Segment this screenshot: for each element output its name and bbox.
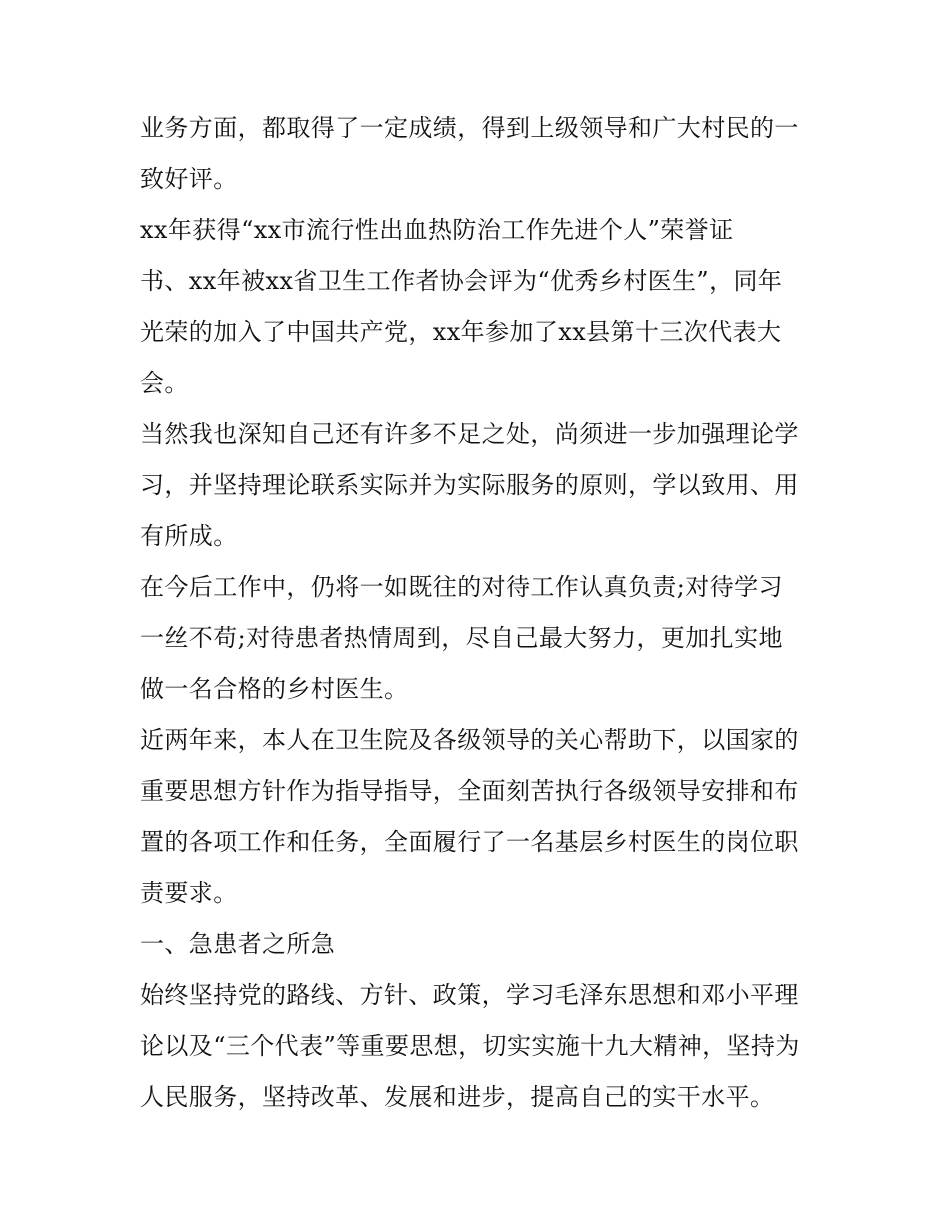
text-line: 在今后工作中，仍将一如既往的对待工作认真负责;对待学习: [140, 573, 783, 601]
text-line: 业务方面，都取得了一定成绩，得到上级领导和广大村民的一: [140, 114, 799, 142]
section-heading: 一、急患者之所急: [140, 930, 336, 958]
text-line: 责要求。: [140, 879, 238, 907]
text-line: 有所成。: [140, 522, 238, 550]
text-line: 做一名合格的乡村医生。: [140, 675, 409, 703]
text-line: 书、xx年被xx省卫生工作者协会评为“优秀乡村医生”，同年: [140, 267, 783, 295]
text-line: 近两年来，本人在卫生院及各级领导的关心帮助下，以国家的: [140, 726, 799, 754]
text-line: 光荣的加入了中国共产党，xx年参加了xx县第十三次代表大: [140, 318, 782, 346]
text-line: 置的各项工作和任务，全面履行了一名基层乡村医生的岗位职: [140, 828, 799, 856]
text-line: 致好评。: [140, 165, 238, 193]
text-line: 一丝不苟;对待患者热情周到，尽自己最大努力，更加扎实地: [140, 624, 783, 652]
text-line: 会。: [140, 369, 189, 397]
text-line: 当然我也深知自己还有许多不足之处，尚须进一步加强理论学: [140, 420, 799, 448]
text-line: 始终坚持党的路线、方针、政策，学习毛泽东思想和邓小平理: [140, 981, 799, 1009]
text-line: 习，并坚持理论联系实际并为实际服务的原则，学以致用、用: [140, 471, 799, 499]
text-line: 重要思想方针作为指导指导，全面刻苦执行各级领导安排和布: [140, 777, 799, 805]
text-line: 论以及“三个代表”等重要思想，切实实施十九大精神，坚持为: [140, 1032, 800, 1060]
text-line: xx年获得“xx市流行性出血热防治工作先进个人”荣誉证: [140, 216, 734, 244]
text-line: 人民服务，坚持改革、发展和进步，提高自己的实干水平。: [140, 1083, 775, 1111]
